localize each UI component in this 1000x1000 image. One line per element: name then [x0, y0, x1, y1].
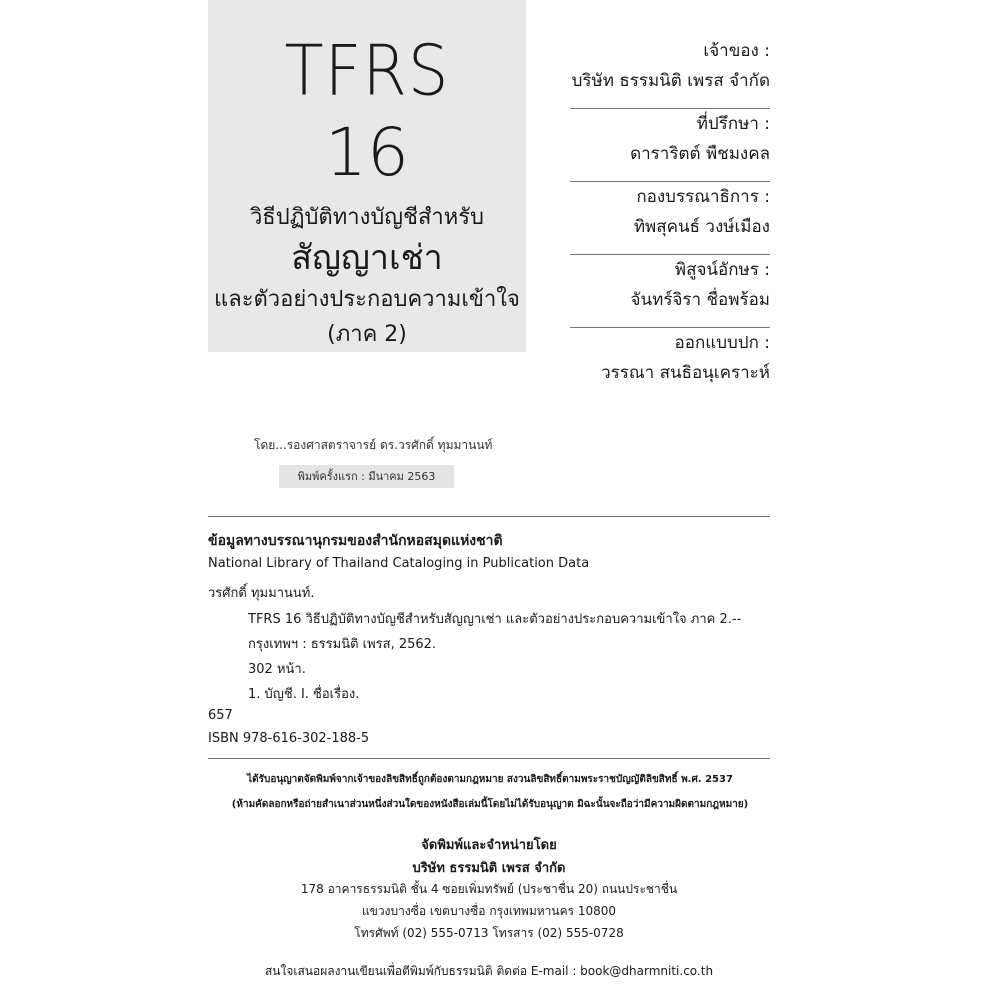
legal-line-2: (ห้ามคัดลอกหรือถ่ายสำเนาส่วนหนึ่งส่วนใดของหนังสือเล่มนี้โดยไม่ได้รับอนุญาต มิฉะนั้นจะถือว่ามีความผิดตามกฎหมาย) [231, 799, 749, 810]
credit-proofreader [570, 254, 770, 327]
credit-name: ทิพสุคนธ์ วงษ์เมือง [633, 217, 770, 237]
edition-badge: พิมพ์ครั้งแรก : มีนาคม 2563 [279, 465, 454, 488]
credit-role: เจ้าของ : [703, 41, 770, 61]
cover-title: TFRS [284, 32, 450, 112]
divider-bottom [208, 758, 770, 759]
credit-role: ที่ปรึกษา : [696, 114, 770, 134]
cip-imprint: กรุงเทพฯ : ธรรมนิติ เพรส, 2562. [248, 637, 437, 652]
publisher-phone: โทรศัพท์ (02) 555-0713 โทรสาร (02) 555-0728 [354, 926, 624, 940]
credits-list [570, 35, 770, 400]
legal-line-1: ได้รับอนุญาตจัดพิมพ์จากเจ้าของลิขสิทธิ์ถูกต้องตามกฎหมาย สงวนลิขสิทธิ์ตามพระราชบัญญัติลิขสิทธิ์ พ.ศ. 2537 [247, 774, 733, 785]
cip-pages: 302 หน้า. [248, 662, 306, 677]
cover-part: (ภาค 2) [327, 322, 407, 347]
credit-advisor [570, 108, 770, 181]
credit-name: ดาราริตต์ พืชมงคล [630, 144, 770, 164]
publisher-address-1: 178 อาคารธรรมนิติ ชั้น 4 ซอยเพิ่มทรัพย์ (ประชาชื่น 20) ถนนประชาชื่น [300, 882, 678, 896]
cip-isbn: ISBN 978-616-302-188-5 [208, 731, 370, 746]
cip-title: TFRS 16 วิธีปฏิบัติทางบัญชีสำหรับสัญญาเช่า และตัวอย่างประกอบความเข้าใจ ภาค 2.-- [248, 612, 742, 627]
credit-name: วรรณา สนธิอนุเคราะห์ [601, 363, 770, 383]
publisher-label: จัดพิมพ์และจำหน่ายโดย [421, 838, 557, 853]
divider-top [208, 516, 770, 517]
cover-title-box [208, 0, 526, 352]
credit-role: ออกแบบปก : [674, 333, 770, 353]
cover-subtitle-2: สัญญาเช่า [291, 238, 443, 278]
credit-cover-design [570, 327, 770, 400]
publisher-name: บริษัท ธรรมนิติ เพรส จำกัด [412, 861, 566, 876]
credit-owner [570, 35, 770, 108]
cip-subjects: 1. บัญชี. I. ชื่อเรื่อง. [248, 687, 360, 702]
credit-editorial [570, 181, 770, 254]
cip-heading-th: ข้อมูลทางบรรณานุกรมของสำนักหอสมุดแห่งชาติ [208, 533, 503, 549]
cip-classification: 657 [208, 708, 233, 723]
publisher-address-2: แขวงบางซื่อ เขตบางซื่อ กรุงเทพมหานคร 10800 [361, 904, 617, 918]
credit-name: บริษัท ธรรมนิติ เพรส จำกัด [571, 71, 770, 91]
credit-role: พิสูจน์อักษร : [674, 260, 770, 280]
cover-subtitle-1: วิธีปฏิบัติทางบัญชีสำหรับ [249, 205, 485, 230]
submission-contact: สนใจเสนอผลงานเขียนเพื่อตีพิมพ์กับธรรมนิติ ติดต่อ E-mail : book@dharmniti.co.th [264, 964, 714, 978]
credit-role: กองบรรณาธิการ : [636, 187, 770, 207]
cover-number: 16 [325, 114, 409, 191]
cover-subtitle-3: และตัวอย่างประกอบความเข้าใจ [214, 287, 520, 312]
author-line: โดย...รองศาสตราจารย์ ดร.วรศักดิ์ ทุมมานนท์ [254, 438, 493, 452]
cip-author: วรศักดิ์ ทุมมานนท์. [208, 586, 315, 601]
credit-name: จันทร์จิรา ชื่อพร้อม [630, 290, 770, 310]
cip-heading-en: National Library of Thailand Cataloging in Publication Data [208, 556, 590, 571]
